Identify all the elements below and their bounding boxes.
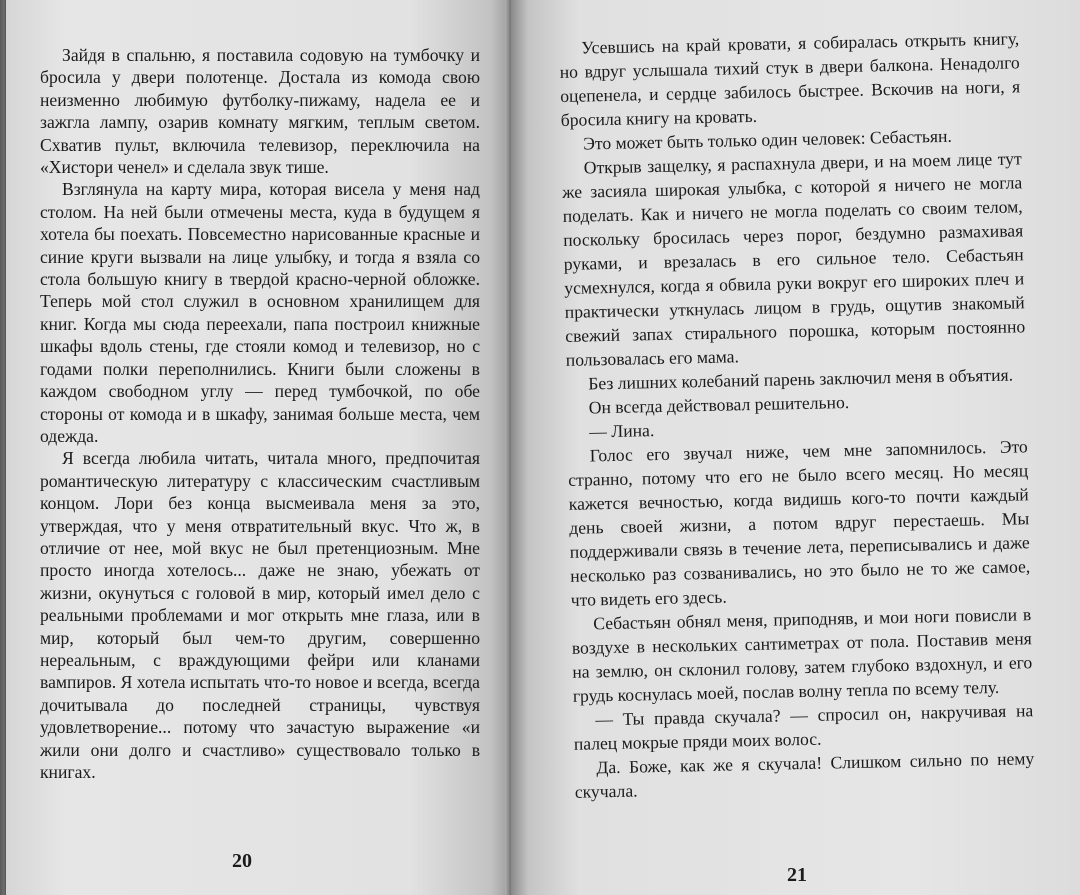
- left-page-text: [40, 44, 480, 783]
- paragraph: Без лишних колебаний парень заключил меня в объятия.: [588, 364, 1014, 394]
- right-page: [511, 0, 1080, 895]
- paragraph: Это может быть только один человек: Себастьян.: [583, 125, 953, 154]
- left-page: [6, 0, 511, 895]
- paragraph: Взглянула на карту мира, которая висела у меня над столом. На ней были отмечены места, куда в будущем я хотела бы поехать. Повсеместно нарисованные красные и синие круги вызвали на лице улыбку, и тогда я взяла со стола большую книгу в твердой красно-черной обложке. Теперь мой стол служил в основном хранилищем для книг. Когда мы сюда переехали, папа построил книжные шкафы вдоль стены, где стояли комод и телевизор, но с годами полки переполнились. Книги были сложены в каждом свободном углу — перед тумбочкой, по обе стороны от комода и в шкафу, занимая больше места, чем одежда.: [40, 179, 480, 446]
- paragraph: Зайдя в спальню, я поставила содовую на тумбочку и бросила у двери полотенце. Достала из комода свою неизменно любимую футболку-пижаму, надела ее и зажгла лампу, озарив комнату мягким, теплым светом. Схватив пульт, включила телевизор, переключила на «Хистори ченел» и сделала звук тише.: [40, 45, 480, 178]
- paragraph: Я всегда любила читать, читала много, предпочитая романтическую литературу с классическим счастливым концом. Лори без конца высмеивала меня за это, утверждая, что у меня отвратительный вкус. Что ж, в отличие от нее, мой вкус не был претенциозным. Мне просто иногда хотелось... даже не знаю, убежать от жизни, окунуться с головой в мир, который имел дело с реальными проблемами и мог открыть мне глаза, или в мир, который был чем-то другим, совершенно нереальным, с враждующими фейри или кланами вампиров. Я хотела испытать что-то новое и всегда, всегда дочитывала до последней страницы, чувствуя удовлетворение... потому что зачастую выражение «и жили они долго и счастливо» существовало только в книгах.: [40, 448, 480, 782]
- paragraph: Усевшись на край кровати, я собиралась открыть книгу, но вдруг услышала тихий стук в двери балкона. Ненадолго оцепенела, и сердце забилось быстрее. Вскочив на ноги, я бросила книгу на кровать.: [559, 28, 1021, 130]
- paragraph: Себастьян обнял меня, приподняв, и мои ноги повисли в воздухе в нескольких сантиметрах от пола. Поставив меня на землю, он склонил голову, затем глубоко вздохнул, и его грудь коснулась моей, послав волну тепла по всему телу.: [571, 604, 1033, 706]
- paragraph: — Ты правда скучала? — спросил он, накручивая на палец мокрые пряди моих волос.: [573, 700, 1034, 754]
- paragraph: Он всегда действовал решительно.: [588, 392, 850, 418]
- right-page-text: [559, 26, 1035, 803]
- paragraph: Да. Боже, как же я скучала! Слишком сильно по нему скучала.: [574, 748, 1035, 802]
- paragraph: Голос его звучал ниже, чем мне запомнилось. Это странно, потому что его не было всего месяц. Но месяц кажется вечностью, когда видишь кого-то почти каждый день своей жизни, а потом вдруг перестаешь. Мы поддерживали связь в течение лета, переписывались и даже несколько раз созванивались, но это было не то же самое, что видеть его здесь.: [568, 436, 1031, 610]
- page-number-right: 21: [787, 864, 807, 886]
- page-number-left: 20: [232, 850, 252, 872]
- paragraph: — Лина.: [589, 420, 655, 442]
- paragraph: Открыв защелку, я распахнула двери, и на моем лице тут же засияла широкая улыбка, с которой я ничего не могла поделать. Как и ничего не могла поделать со своим телом, поскольку бросилась через порог, бездумно размахивая руками, и врезалась в его сильное тело. Себастьян усмехнулся, когда я обвила руки вокруг его широких плеч и практически уткнулась лицом в грудь, ощутив знакомый свежий запах стирального порошка, которым постоянно пользовалась его мама.: [562, 148, 1026, 370]
